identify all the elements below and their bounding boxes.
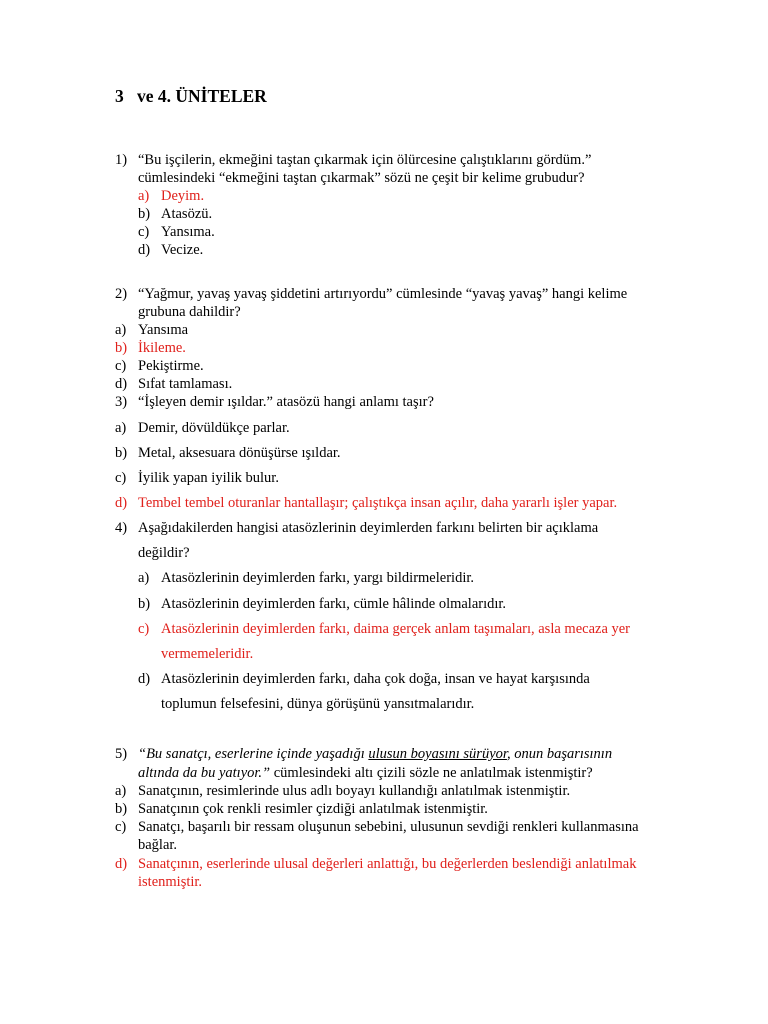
option-label: d) xyxy=(138,242,151,258)
question-text: değildir? xyxy=(138,545,190,561)
question-text xyxy=(138,745,612,763)
question-text: cümlesindeki “ekmeğini taştan çıkarmak” sözü ne çeşit bir kelime grubudur? xyxy=(138,170,585,186)
option-label: c) xyxy=(138,621,150,637)
quote-text: “Bu sanatçı, eserlerine içinde yaşadığı xyxy=(138,746,369,762)
option-text: Vecize. xyxy=(161,242,204,258)
option-text-correct: İkileme. xyxy=(138,340,186,356)
option-label: d) xyxy=(115,856,128,872)
question-text: “İşleyen demir ışıldar.” atasözü hangi anlamı taşır? xyxy=(138,394,434,410)
question-number: 1) xyxy=(115,152,128,168)
option-text: Sıfat tamlaması. xyxy=(138,376,233,392)
option-text-correct: vermemeleridir. xyxy=(161,646,254,662)
option-text: Pekiştirme. xyxy=(138,358,204,374)
option-text: Atasözü. xyxy=(161,206,213,222)
option-label: b) xyxy=(138,596,151,612)
option-text: Sanatçı, başarılı bir ressam oluşunun sebebini, ulusunun sevdiği renkleri kullanmasına xyxy=(138,819,639,835)
question-text: “Yağmur, yavaş yavaş şiddetini artırıyordu” cümlesinde “yavaş yavaş” hangi kelime xyxy=(138,286,628,302)
option-label: a) xyxy=(138,188,150,204)
option-label: b) xyxy=(115,340,128,356)
title-number: 3 xyxy=(115,86,124,106)
question-number: 3) xyxy=(115,394,128,410)
option-text-correct: Deyim. xyxy=(161,188,205,204)
option-text-correct: Tembel tembel oturanlar hantallaşır; çalıştıkça insan açılır, daha yararlı işler yapar. xyxy=(138,495,618,511)
option-label: c) xyxy=(115,470,127,486)
question-text xyxy=(138,764,593,782)
option-label: a) xyxy=(115,322,127,338)
option-label: b) xyxy=(115,801,128,817)
option-text: Sanatçının çok renkli resimler çizdiği anlatılmak istenmiştir. xyxy=(138,801,488,817)
question-number: 2) xyxy=(115,286,128,302)
option-label: a) xyxy=(138,570,150,586)
option-text: Sanatçının, resimlerinde ulus adlı boyayı kullandığı anlatılmak istenmiştir. xyxy=(138,783,571,799)
option-text: Demir, dövüldükçe parlar. xyxy=(138,420,290,436)
option-text: Metal, aksesuara dönüşürse ışıldar. xyxy=(138,445,341,461)
underlined-phrase: ulusun boyasını sürüyor xyxy=(368,746,507,762)
option-label: d) xyxy=(115,495,128,511)
option-label: c) xyxy=(138,224,150,240)
option-label: b) xyxy=(138,206,151,222)
page-title xyxy=(115,86,267,107)
option-text: Atasözlerinin deyimlerden farkı, daha çok doğa, insan ve hayat karşısında xyxy=(161,671,590,687)
option-text: İyilik yapan iyilik bulur. xyxy=(138,470,279,486)
quote-text: , onun başarısının xyxy=(506,746,613,762)
question-number: 5) xyxy=(115,746,128,762)
option-label: a) xyxy=(115,783,127,799)
option-text: bağlar. xyxy=(138,837,178,853)
option-label: a) xyxy=(115,420,127,436)
option-text: Atasözlerinin deyimlerden farkı, yargı bildirmeleridir. xyxy=(161,570,474,586)
question-text: grubuna dahildir? xyxy=(138,304,241,320)
option-label: c) xyxy=(115,819,127,835)
option-text: Yansıma xyxy=(138,322,189,338)
option-label: d) xyxy=(138,671,151,687)
option-text: Yansıma. xyxy=(161,224,215,240)
option-text-correct: Sanatçının, eserlerinde ulusal değerleri anlattığı, bu değerlerden beslendiği anlatılmak xyxy=(138,856,637,872)
option-text-correct: istenmiştir. xyxy=(138,874,203,890)
question-number: 4) xyxy=(115,520,128,536)
option-label: c) xyxy=(115,358,127,374)
option-text-correct: Atasözlerinin deyimlerden farkı, daima gerçek anlam taşımaları, asla mecaza yer xyxy=(161,621,631,637)
quote-text: altında da bu yatıyor.” xyxy=(138,765,271,781)
title-text: ve 4. ÜNİTELER xyxy=(137,86,267,106)
question-text: Aşağıdakilerden hangisi atasözlerinin deyimlerden farkını belirten bir açıklama xyxy=(138,520,599,536)
question-rest: cümlesindeki altı çizili sözle ne anlatılmak istenmiştir? xyxy=(270,765,593,781)
question-text: “Bu işçilerin, ekmeğini taştan çıkarmak için ölürcesine çalıştıklarını gördüm.” xyxy=(138,152,592,168)
option-label: b) xyxy=(115,445,128,461)
option-text: Atasözlerinin deyimlerden farkı, cümle hâlinde olmalarıdır. xyxy=(161,596,507,612)
option-label: d) xyxy=(115,376,128,392)
option-text: toplumun felsefesini, dünya görüşünü yansıtmalarıdır. xyxy=(161,696,475,712)
